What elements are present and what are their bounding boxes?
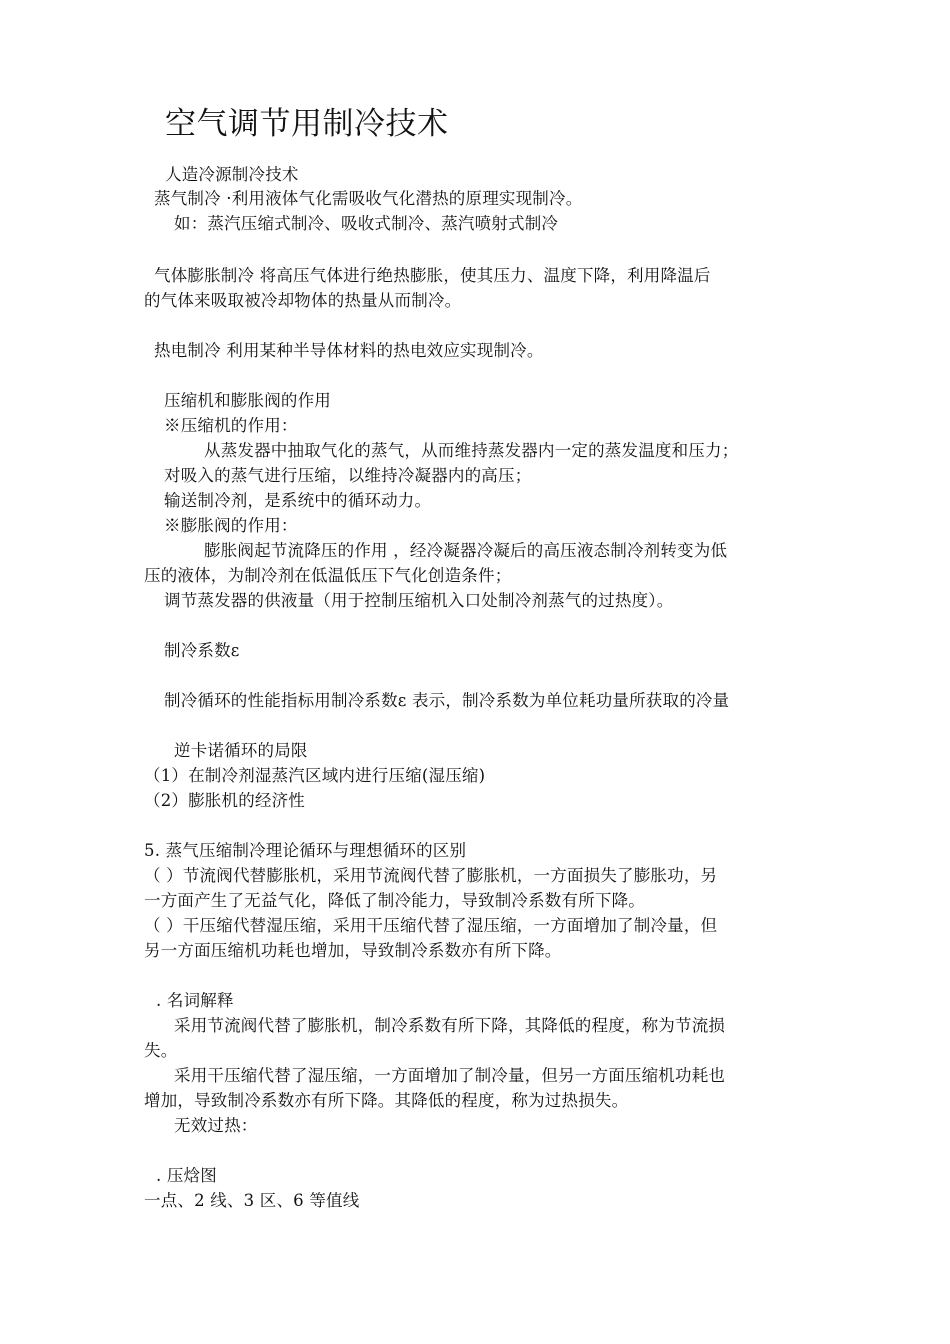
- text-line: 制冷循环的性能指标用制冷系数ε 表示，制冷系数为单位耗功量所获取的冷量: [164, 691, 730, 710]
- text-line: 一方面产生了无益气化，降低了制冷能力，导致制冷系数有所下降。: [144, 891, 645, 910]
- text-line: ※压缩机的作用：: [164, 416, 298, 435]
- section-heading: 人造冷源制冷技术: [165, 165, 299, 184]
- text-line: 如：蒸汽压缩式制冷、吸收式制冷、蒸汽喷射式制冷: [174, 214, 559, 233]
- text-line: 气体膨胀制冷 将高压气体进行绝热膨胀，使其压力、温度下降，利用降温后: [154, 266, 711, 285]
- section-heading: 制冷系数ε: [164, 641, 240, 660]
- section-heading: . 名词解释: [156, 991, 234, 1010]
- document-title: 空气调节用制冷技术: [165, 106, 449, 142]
- text-line: 对吸入的蒸气进行压缩，以维持冷凝器内的高压；: [164, 466, 532, 485]
- text-line: 采用干压缩代替了湿压缩，一方面增加了制冷量，但另一方面压缩机功耗也: [174, 1066, 726, 1085]
- text-line: 无效过热：: [174, 1116, 258, 1135]
- text-line: 压的液体，为制冷剂在低温低压下气化创造条件；: [144, 566, 512, 585]
- text-line: 膨胀阀起节流降压的作用 ，经冷凝器冷凝后的高压液态制冷剂转变为低: [204, 541, 728, 560]
- text-line: 调节蒸发器的供液量（用于控制压缩机入口处制冷剂蒸气的过热度）。: [164, 591, 674, 610]
- text-line: 采用节流阀代替了膨胀机，制冷系数有所下降，其降低的程度，称为节流损: [174, 1016, 726, 1035]
- text-line: 失。: [144, 1041, 178, 1060]
- section-heading: 逆卡诺循环的局限: [174, 741, 308, 760]
- text-line: （ ）干压缩代替湿压缩，采用干压缩代替了湿压缩，一方面增加了制冷量，但: [144, 916, 718, 935]
- section-heading: 压缩机和膨胀阀的作用: [164, 391, 331, 410]
- text-line: 输送制冷剂，是系统中的循环动力。: [164, 491, 432, 510]
- text-line: 一点、2 线、3 区、6 等值线: [144, 1191, 360, 1210]
- text-line: 热电制冷 利用某种半导体材料的热电效应实现制冷。: [154, 341, 544, 360]
- section-heading: 5. 蒸气压缩制冷理论循环与理想循环的区别: [144, 841, 467, 860]
- text-line: 另一方面压缩机功耗也增加，导致制冷系数亦有所下降。: [144, 941, 562, 960]
- text-line: （ ）节流阀代替膨胀机，采用节流阀代替了膨胀机，一方面损失了膨胀功，另: [144, 866, 718, 885]
- text-line: 蒸气制冷 ·利用液体气化需吸收气化潜热的原理实现制冷。: [154, 189, 583, 208]
- text-line: ※膨胀阀的作用：: [164, 516, 298, 535]
- text-line: 从蒸发器中抽取气化的蒸气，从而维持蒸发器内一定的蒸发温度和压力；: [204, 441, 739, 460]
- text-line: 的气体来吸取被冷却物体的热量从而制冷。: [144, 291, 462, 310]
- text-line: （2）膨胀机的经济性: [144, 791, 305, 810]
- section-heading: . 压焓图: [156, 1166, 217, 1185]
- text-line: 增加，导致制冷系数亦有所下降。其降低的程度，称为过热损失。: [144, 1091, 629, 1110]
- text-line: （1）在制冷剂湿蒸汽区域内进行压缩(湿压缩): [144, 766, 486, 785]
